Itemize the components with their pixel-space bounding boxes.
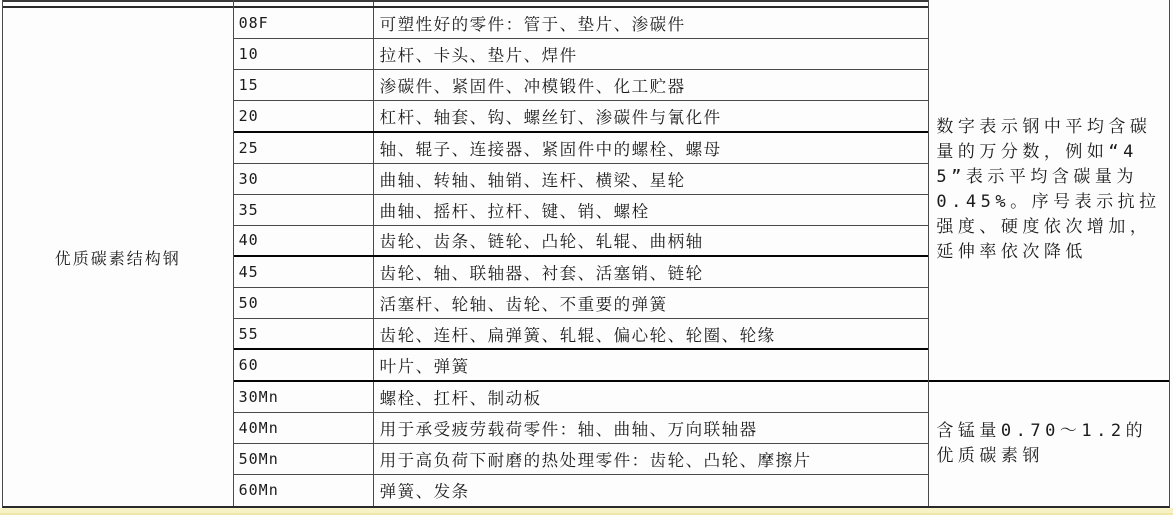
- cutoff-grade-sliver: [234, 2, 374, 6]
- table-row: [234, 413, 929, 444]
- grade-cell: 15: [234, 70, 374, 100]
- uses-cell: 齿轮、连杆、扁弹簧、轧辊、偏心轮、轮圈、轮缘: [379, 325, 776, 345]
- table-row: [234, 475, 929, 506]
- grade-cell: 40: [234, 226, 374, 255]
- table-row: [234, 70, 929, 101]
- cutoff-row-sliver: [234, 0, 929, 8]
- uses-cell: 用于高负荷下耐磨的热处理零件：齿轮、凸轮、摩擦片: [379, 450, 812, 470]
- grade-cell: 40Mn: [234, 413, 374, 443]
- uses-cell: 弹簧、发条: [379, 482, 470, 502]
- grade-cell: 35: [234, 195, 374, 225]
- bottom-highlight-strip: [0, 508, 1173, 515]
- table-row: [234, 226, 929, 257]
- category-label: 优质碳素结构钢: [54, 250, 181, 268]
- uses-cell: 杠杆、轴套、钩、螺丝钉、渗碳件与氰化件: [379, 107, 722, 127]
- category-column: [3, 0, 234, 506]
- uses-cell: 螺栓、扛杆、制动板: [379, 388, 542, 408]
- grade-cell: 10: [234, 39, 374, 69]
- grade-cell: 60Mn: [234, 475, 374, 506]
- table-row: [234, 257, 929, 288]
- table-row: [234, 382, 929, 413]
- uses-cell: 曲轴、摇杆、拉杆、键、销、螺栓: [379, 201, 650, 221]
- grade-cell: 30Mn: [234, 382, 374, 412]
- note-text: 数字表示钢中平均含碳量的万分数，例如“45”表示平均含碳量为0.45%。序号表示抗拉强度、硬度依次增加，延伸率依次降低: [936, 116, 1161, 262]
- steel-grades-table: [2, 0, 1170, 508]
- table-row: [234, 350, 929, 381]
- grade-cell: 50Mn: [234, 444, 374, 474]
- uses-cell: 拉杆、卡头、垫片、焊件: [379, 46, 578, 66]
- table-row: [234, 164, 929, 195]
- category-cell: [3, 8, 233, 506]
- table-row: [234, 101, 929, 132]
- table-row: [234, 133, 929, 164]
- table-row: [234, 39, 929, 70]
- uses-cell: 齿轮、齿条、链轮、凸轮、轧辊、曲柄轴: [379, 232, 704, 252]
- table-row: [234, 288, 929, 319]
- grade-cell: 60: [234, 350, 374, 379]
- note-cell-carbon: [929, 0, 1169, 382]
- uses-cell: 渗碳件、紧固件、冲模锻件、化工贮器: [379, 77, 686, 97]
- grade-cell: 30: [234, 164, 374, 194]
- notes-column: [929, 0, 1169, 506]
- grade-uses-columns: [234, 0, 930, 506]
- uses-cell: 活塞杆、轮轴、齿轮、不重要的弹簧: [379, 295, 668, 315]
- table-row: [234, 444, 929, 475]
- grade-cell: 20: [234, 101, 374, 130]
- grade-cell: 08F: [234, 8, 374, 38]
- uses-cell: 曲轴、转轴、轴销、连杆、横梁、星轮: [379, 170, 686, 190]
- note-text: 含锰量0.70～1.2的优质碳素钢: [936, 420, 1148, 466]
- uses-cell: 齿轮、轴、联轴器、衬套、活塞销、链轮: [379, 264, 704, 284]
- table-row: [234, 319, 929, 350]
- uses-cell: 叶片、弹簧: [379, 356, 470, 376]
- table-row: [234, 8, 929, 39]
- table-row: [234, 195, 929, 226]
- grade-cell: 45: [234, 257, 374, 287]
- grade-cell: 55: [234, 319, 374, 348]
- note-cell-manganese: [929, 382, 1169, 507]
- uses-cell: 轴、辊子、连接器、紧固件中的螺栓、螺母: [379, 139, 722, 159]
- cutoff-row-sliver: [3, 0, 233, 8]
- grade-cell: 50: [234, 288, 374, 318]
- uses-cell: 可塑性好的零件：管于、垫片、渗碳件: [379, 15, 686, 35]
- uses-cell: 用于承受疲劳载荷零件：轴、曲轴、万向联轴器: [379, 419, 758, 439]
- grade-cell: 25: [234, 133, 374, 163]
